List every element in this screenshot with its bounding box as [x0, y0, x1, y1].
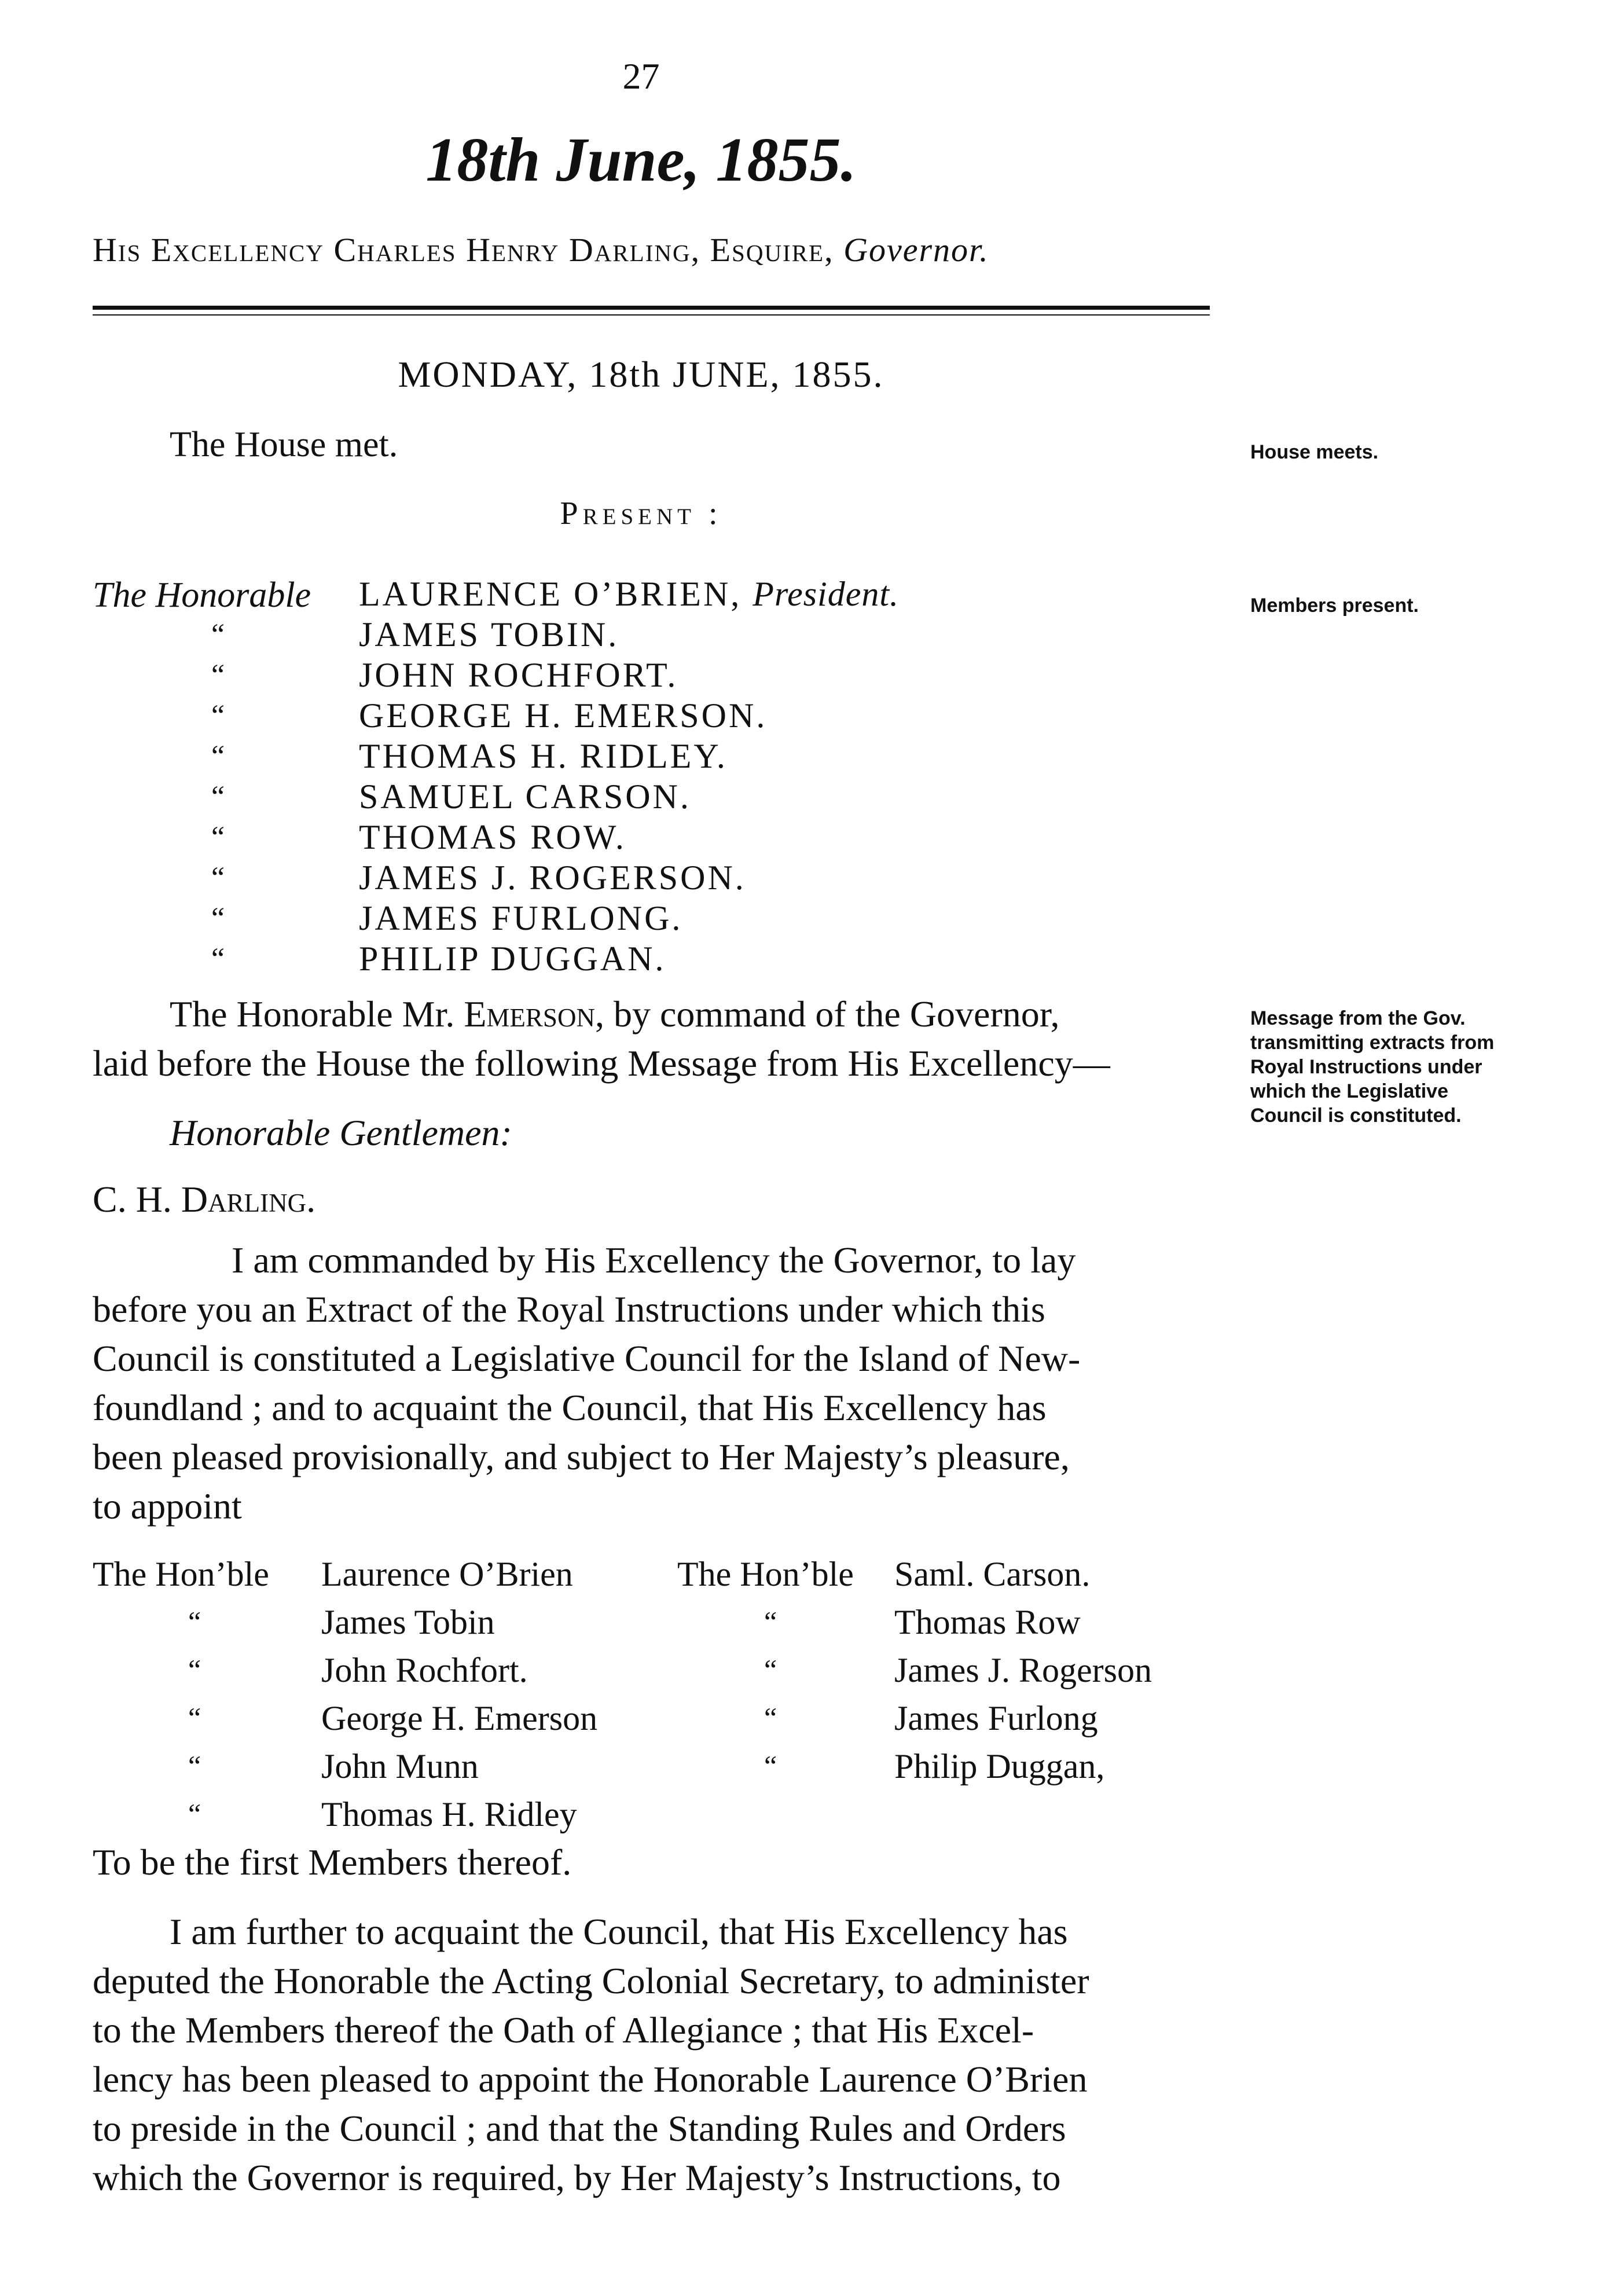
- ditto-mark: “: [211, 861, 225, 894]
- message-intro-line-2: laid before the House the following Message from His Excellency—: [93, 1043, 1110, 1084]
- member-name: JOHN ROCHFORT.: [359, 656, 678, 694]
- ditto-mark: “: [188, 1653, 201, 1686]
- present-heading: Present :: [560, 496, 722, 531]
- member-name: JAMES J. ROGERSON.: [359, 859, 746, 897]
- ditto-mark: “: [188, 1749, 201, 1782]
- member-name: GEORGE H. EMERSON.: [359, 696, 768, 735]
- appointee-right: James J. Rogerson: [894, 1651, 1152, 1689]
- member-name: SAMUEL CARSON.: [359, 777, 691, 816]
- ditto-mark: “: [211, 942, 225, 975]
- ditto-mark: “: [211, 659, 225, 692]
- paragraph-2-line: I am further to acquaint the Council, that His Excellency has: [170, 1911, 1068, 1952]
- paragraph-2-line: to preside in the Council ; and that the Standing Rules and Orders: [93, 2108, 1066, 2149]
- governor-his: His: [93, 231, 142, 269]
- house-met-text: The House met.: [170, 425, 398, 464]
- members-prefix: The Honorable: [93, 575, 311, 615]
- day-heading: MONDAY, 18th JUNE, 1855.: [398, 354, 884, 395]
- ditto-mark: “: [188, 1798, 201, 1830]
- appointee-right: James Furlong: [894, 1699, 1098, 1737]
- paragraph-1-line: Council is constituted a Legislative Council for the Island of New-: [93, 1338, 1081, 1379]
- header-rule-thick: [93, 306, 1210, 310]
- appointees-prefix-left: The Hon’ble: [93, 1555, 269, 1593]
- page-number: 27: [622, 56, 660, 97]
- paragraph-1-line: I am commanded by His Excellency the Governor, to lay: [232, 1239, 1076, 1281]
- appointee-left: John Rochfort.: [321, 1651, 528, 1689]
- member-name: PHILIP DUGGAN.: [359, 940, 666, 978]
- paragraph-2-line: which the Governor is required, by Her Majesty’s Instructions, to: [93, 2157, 1061, 2198]
- member-name: JAMES TOBIN.: [359, 615, 619, 654]
- ditto-mark: “: [764, 1653, 777, 1686]
- signature: C. H. Darling.: [93, 1179, 316, 1220]
- member-name: THOMAS ROW.: [359, 818, 626, 856]
- appointee-left: Laurence O’Brien: [321, 1555, 573, 1593]
- paragraph-2-line: to the Members thereof the Oath of Allegiance ; that His Excel-: [93, 2009, 1034, 2051]
- header-rule-thin: [93, 314, 1210, 316]
- ditto-mark: “: [211, 821, 225, 854]
- ditto-mark: “: [764, 1701, 777, 1734]
- appointees-prefix-right: The Hon’ble: [677, 1555, 854, 1593]
- member-name: JAMES FURLONG.: [359, 899, 683, 937]
- appointee-right: Saml. Carson.: [894, 1555, 1091, 1593]
- appointee-right: Thomas Row: [894, 1603, 1081, 1641]
- governor-line: [93, 230, 989, 269]
- ditto-mark: “: [764, 1605, 777, 1638]
- margin-note-members-present: Members present.: [1250, 595, 1419, 617]
- ditto-mark: “: [211, 618, 225, 651]
- closing-line: To be the first Members thereof.: [93, 1842, 572, 1883]
- message-intro-line-1: The Honorable Mr. Emerson, by command of the Governor,: [170, 993, 1060, 1035]
- appointee-right: Philip Duggan,: [894, 1747, 1105, 1785]
- governor-name: Excellency Charles Henry Darling, Esquire,: [151, 231, 834, 269]
- paragraph-2-line: lency has been pleased to appoint the Honorable Laurence O’Brien: [93, 2059, 1088, 2100]
- member-name: THOMAS H. RIDLEY.: [359, 737, 728, 775]
- appointee-left: James Tobin: [321, 1603, 495, 1641]
- margin-note-message: Message from the Gov. transmitting extracts from Royal Instructions under which the Legislative Council is constituted.: [1250, 1007, 1495, 1127]
- ditto-mark: “: [211, 740, 225, 773]
- governor-title: Governor.: [843, 231, 989, 269]
- paragraph-1-line: to appoint: [93, 1486, 242, 1527]
- appointee-left: John Munn: [321, 1747, 479, 1785]
- paragraph-1-line: before you an Extract of the Royal Instructions under which this: [93, 1289, 1045, 1330]
- member-name: LAURENCE O’BRIEN, President.: [359, 575, 900, 613]
- paragraph-1-line: foundland ; and to acquaint the Council, that His Excellency has: [93, 1387, 1047, 1428]
- appointee-left: George H. Emerson: [321, 1699, 598, 1737]
- ditto-mark: “: [211, 699, 225, 732]
- ditto-mark: “: [211, 902, 225, 935]
- paragraph-1-line: been pleased provisionally, and subject to Her Majesty’s pleasure,: [93, 1436, 1070, 1477]
- margin-note-house-meets: House meets.: [1250, 441, 1379, 463]
- appointee-left: Thomas H. Ridley: [321, 1795, 577, 1833]
- ditto-mark: “: [211, 780, 225, 813]
- ditto-mark: “: [188, 1605, 201, 1638]
- paragraph-2-line: deputed the Honorable the Acting Colonial Secretary, to administer: [93, 1960, 1089, 2001]
- salutation: Honorable Gentlemen:: [170, 1112, 512, 1153]
- ditto-mark: “: [188, 1701, 201, 1734]
- ditto-mark: “: [764, 1749, 777, 1782]
- date-title: 18th June, 1855.: [425, 126, 857, 195]
